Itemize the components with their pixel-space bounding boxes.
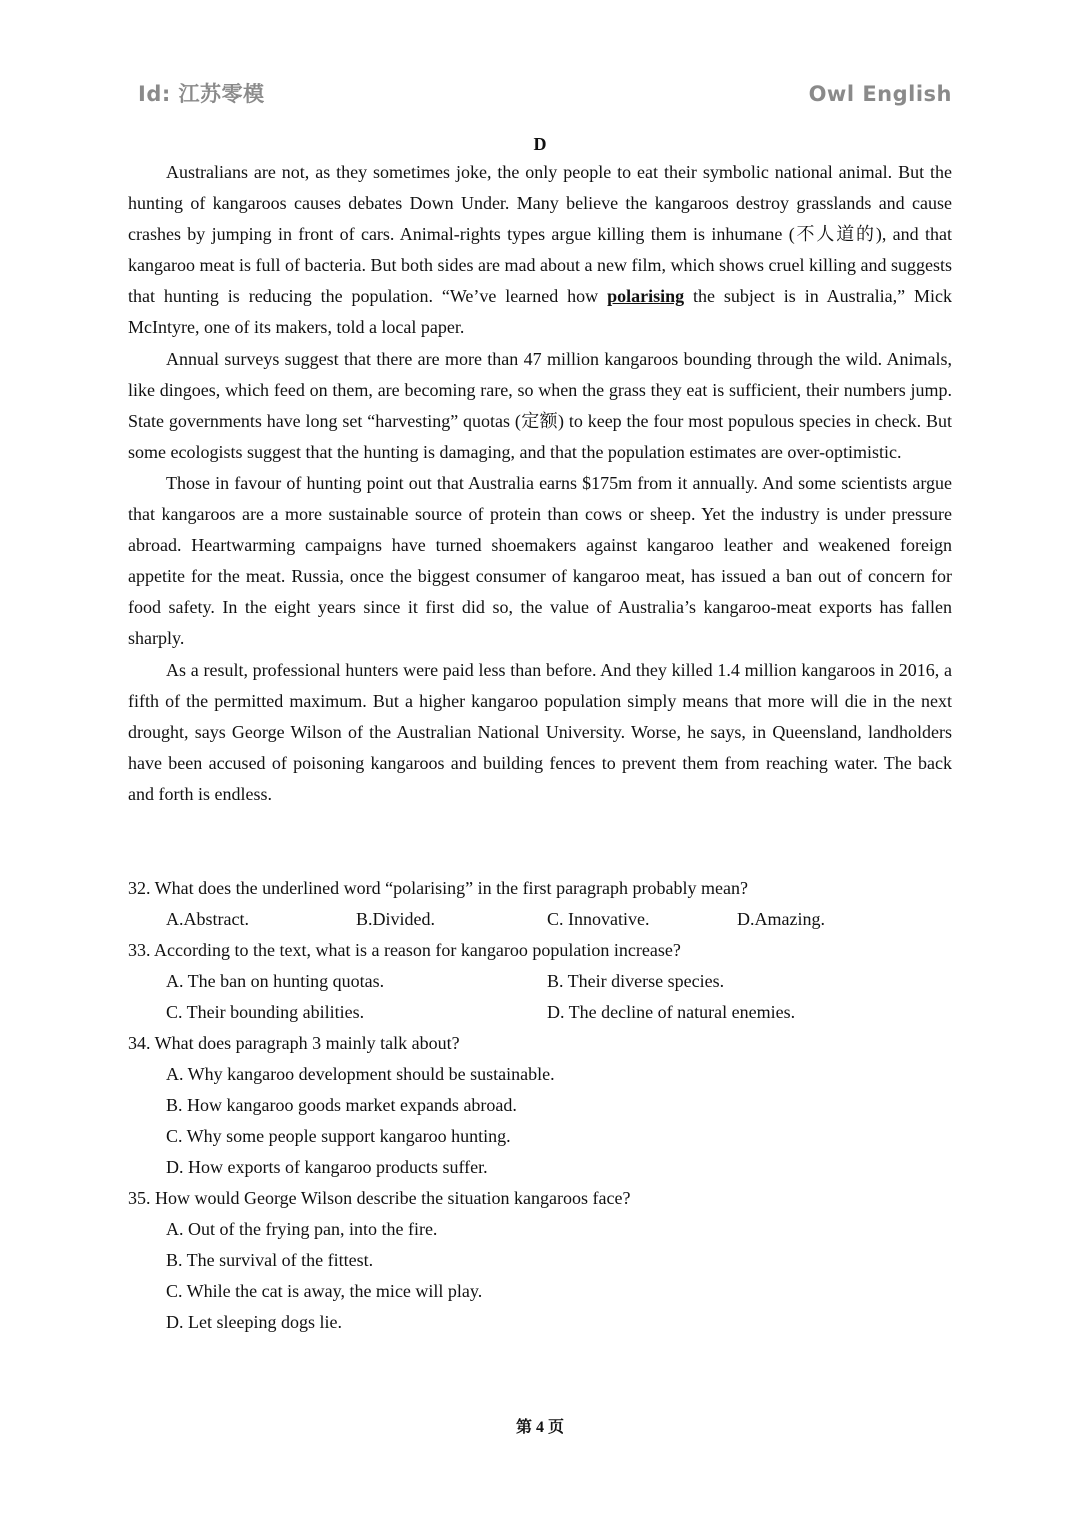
paragraph-1-before: Australians are not, as they sometimes joke, the only people to eat their symbolic national animal. But the hunting of kangaroos causes debates Down Under. Many believe the kangaroos destroy grasslands and cause crashes by jumping in front of cars. Animal-rights types argue killing them is inhumane (不人道的), and that kangaroo meat is full of bacteria. But both sides are mad about a new film, which shows cruel killing and suggests that hunting is reducing the population. “We’ve learned how [128,162,952,307]
question-32-stem: 32. What does the underlined word “polarising” in the first paragraph probably mean? [128,878,748,898]
question-32-option-c: C. Innovative. [547,909,650,929]
question-32-options [128,904,952,935]
question-33-option-a: A. The ban on hunting quotas. [166,971,385,991]
question-34-option-d: D. How exports of kangaroo products suffer. [166,1157,488,1177]
question-35-option-d: D. Let sleeping dogs lie. [166,1312,342,1332]
left-watermark: Id: 江苏零模 [138,82,265,106]
reading-passage [128,157,952,810]
question-33-options-row-1 [128,966,952,997]
underlined-word: polarising [607,286,685,307]
question-32-option-b: B.Divided. [356,909,435,929]
right-watermark: Owl English [808,82,952,106]
question-34-option-c: C. Why some people support kangaroo hunting. [166,1126,511,1146]
question-33-option-d: D. The decline of natural enemies. [547,1002,796,1022]
paragraph-1-after: the subject is in Australia,” Mick McIntyre, one of its makers, told a local paper. [128,286,952,338]
section-title: D [533,134,547,154]
question-35-stem: 35. How would George Wilson describe the situation kangaroos face? [128,1188,631,1208]
question-33-options-row-2 [128,997,952,1028]
paragraph-3: Those in favour of hunting point out that Australia earns $175m from it annually. And some scientists argue that kangaroos are a more sustainable source of protein than cows or sheep. Yet the industry is under pressure abroad. Heartwarming campaigns have turned shoemakers against kangaroo leather and weakened foreign appetite for the meat. Russia, once the biggest consumer of kangaroo meat, has issued a ban out of concern for food safety. In the eight years since it first did so, the value of Australia’s kangaroo-meat exports has fallen sharply. [128,472,952,649]
question-33-option-c: C. Their bounding abilities. [166,1002,365,1022]
question-32-option-d: D.Amazing. [737,909,825,929]
question-list [128,873,952,1338]
question-34-option-b: B. How kangaroo goods market expands abroad. [166,1095,517,1115]
question-35-option-b: B. The survival of the fittest. [166,1250,374,1270]
question-34-option-a: A. Why kangaroo development should be sustainable. [166,1064,555,1084]
question-35-option-a: A. Out of the frying pan, into the fire. [166,1219,438,1239]
question-33-stem: 33. According to the text, what is a reason for kangaroo population increase? [128,940,681,960]
paragraph-4: As a result, professional hunters were paid less than before. And they killed 1.4 million kangaroos in 2016, a fifth of the permitted maximum. But a higher kangaroo population simply means that more will die in the next drought, says George Wilson of the Australian National University. Worse, he says, in Queensland, landholders have been accused of poisoning kangaroos and building fences to prevent them from reaching water. The back and forth is endless. [128,659,952,804]
paragraph-2: Annual surveys suggest that there are more than 47 million kangaroos bounding through the wild. Animals, like dingoes, which feed on them, are becoming rare, so when the grass they eat is sufficient, their numbers jump. State governments have long set “harvesting” quotas (定额) to keep the four most populous species in check. But some ecologists suggest that the hunting is damaging, and that the population estimates are over-optimistic. [128,348,952,462]
paragraph-1 [128,157,952,344]
page-number: 第 4 页 [515,1419,564,1436]
question-35-option-c: C. While the cat is away, the mice will play. [166,1281,483,1301]
question-32-option-a: A.Abstract. [166,909,249,929]
question-33-option-b: B. Their diverse species. [547,971,725,991]
question-34-stem: 34. What does paragraph 3 mainly talk about? [128,1033,460,1053]
